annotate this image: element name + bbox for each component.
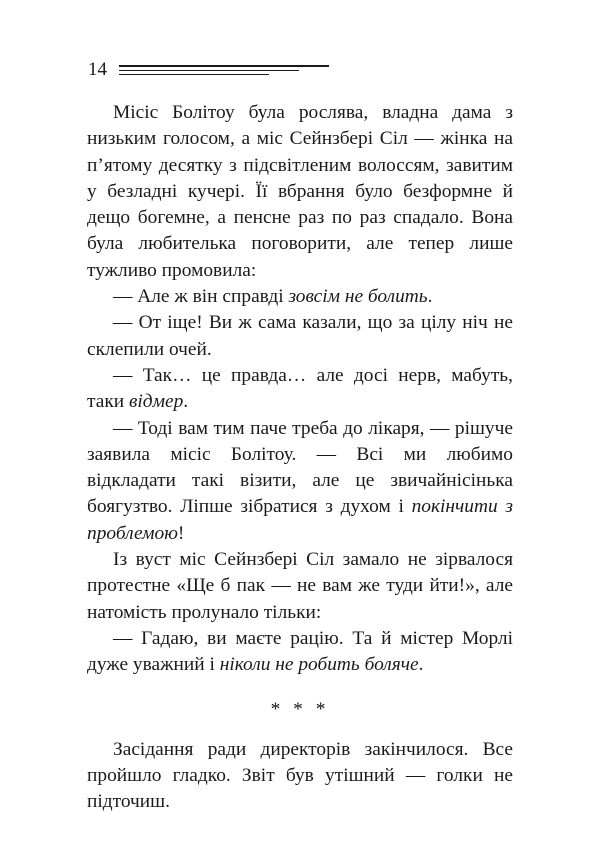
body-text	[87, 100, 513, 816]
text-run: — Гадаю, ви маєте рацію. Та й містер Морлі дуже уважний і	[87, 627, 513, 676]
text-run: !	[177, 522, 185, 544]
text-run: — От іще! Ви ж сама казали, що за цілу ніч не склепили очей.	[87, 312, 513, 360]
text-run: Засідання ради директорів закінчилося. Все пройшло гладко. Звіт був утішний — голки не підточиш.	[87, 738, 513, 813]
section-separator: * * *	[270, 698, 330, 720]
italic-text: відмер	[128, 391, 184, 413]
text-run: .	[427, 286, 433, 308]
paragraphs-after-separator	[87, 737, 513, 816]
header-rule	[119, 70, 299, 71]
page-number: 14	[88, 59, 107, 80]
paragraph	[87, 284, 513, 310]
paragraph	[87, 416, 513, 547]
paragraphs-before-separator	[87, 100, 513, 679]
paragraph	[87, 363, 513, 416]
paragraph	[87, 100, 513, 284]
text-run: — Так… це правда… але досі нерв, мабуть, таки	[87, 364, 513, 413]
paragraph	[87, 626, 513, 679]
text-run: — Тоді вам тим паче треба до лікаря, — рішуче заявила місіс Болітоу. — Всі ми любимо відкладати такі візити, але це звичайнісінька боягузтво. Ліпше зібратися з духом і	[87, 417, 513, 518]
header-rule	[119, 65, 329, 67]
text-run: Місіс Болітоу була рослява, владна дама з низьким голосом, а міс Сейнзбері Сіл — жінка на п’ятому десятку з підсвітленим волоссям, завитим у безладні кучері. Її вбрання було безформне й дещо богемне, а пенсне раз по раз спадало. Вона була любителька поговорити, але тепер лише тужливо промовила:	[87, 102, 513, 281]
text-run: Із вуст міс Сейнзбері Сіл замало не зірвалося протестне «Ще б пак — не вам же туди йти!», але натомість пролунало тільки:	[87, 549, 513, 623]
page-header	[88, 58, 338, 82]
paragraph	[87, 310, 513, 363]
text-run: — Але ж він справді	[113, 286, 289, 308]
italic-text: ніколи не робить боляче	[219, 654, 419, 676]
italic-text: покінчити з проблемою	[87, 496, 513, 544]
italic-text: зовсім не болить	[288, 286, 428, 308]
text-run: .	[418, 654, 424, 676]
paragraph	[87, 737, 513, 816]
paragraph	[87, 547, 513, 626]
text-run: .	[183, 391, 189, 413]
header-rule	[119, 74, 269, 75]
